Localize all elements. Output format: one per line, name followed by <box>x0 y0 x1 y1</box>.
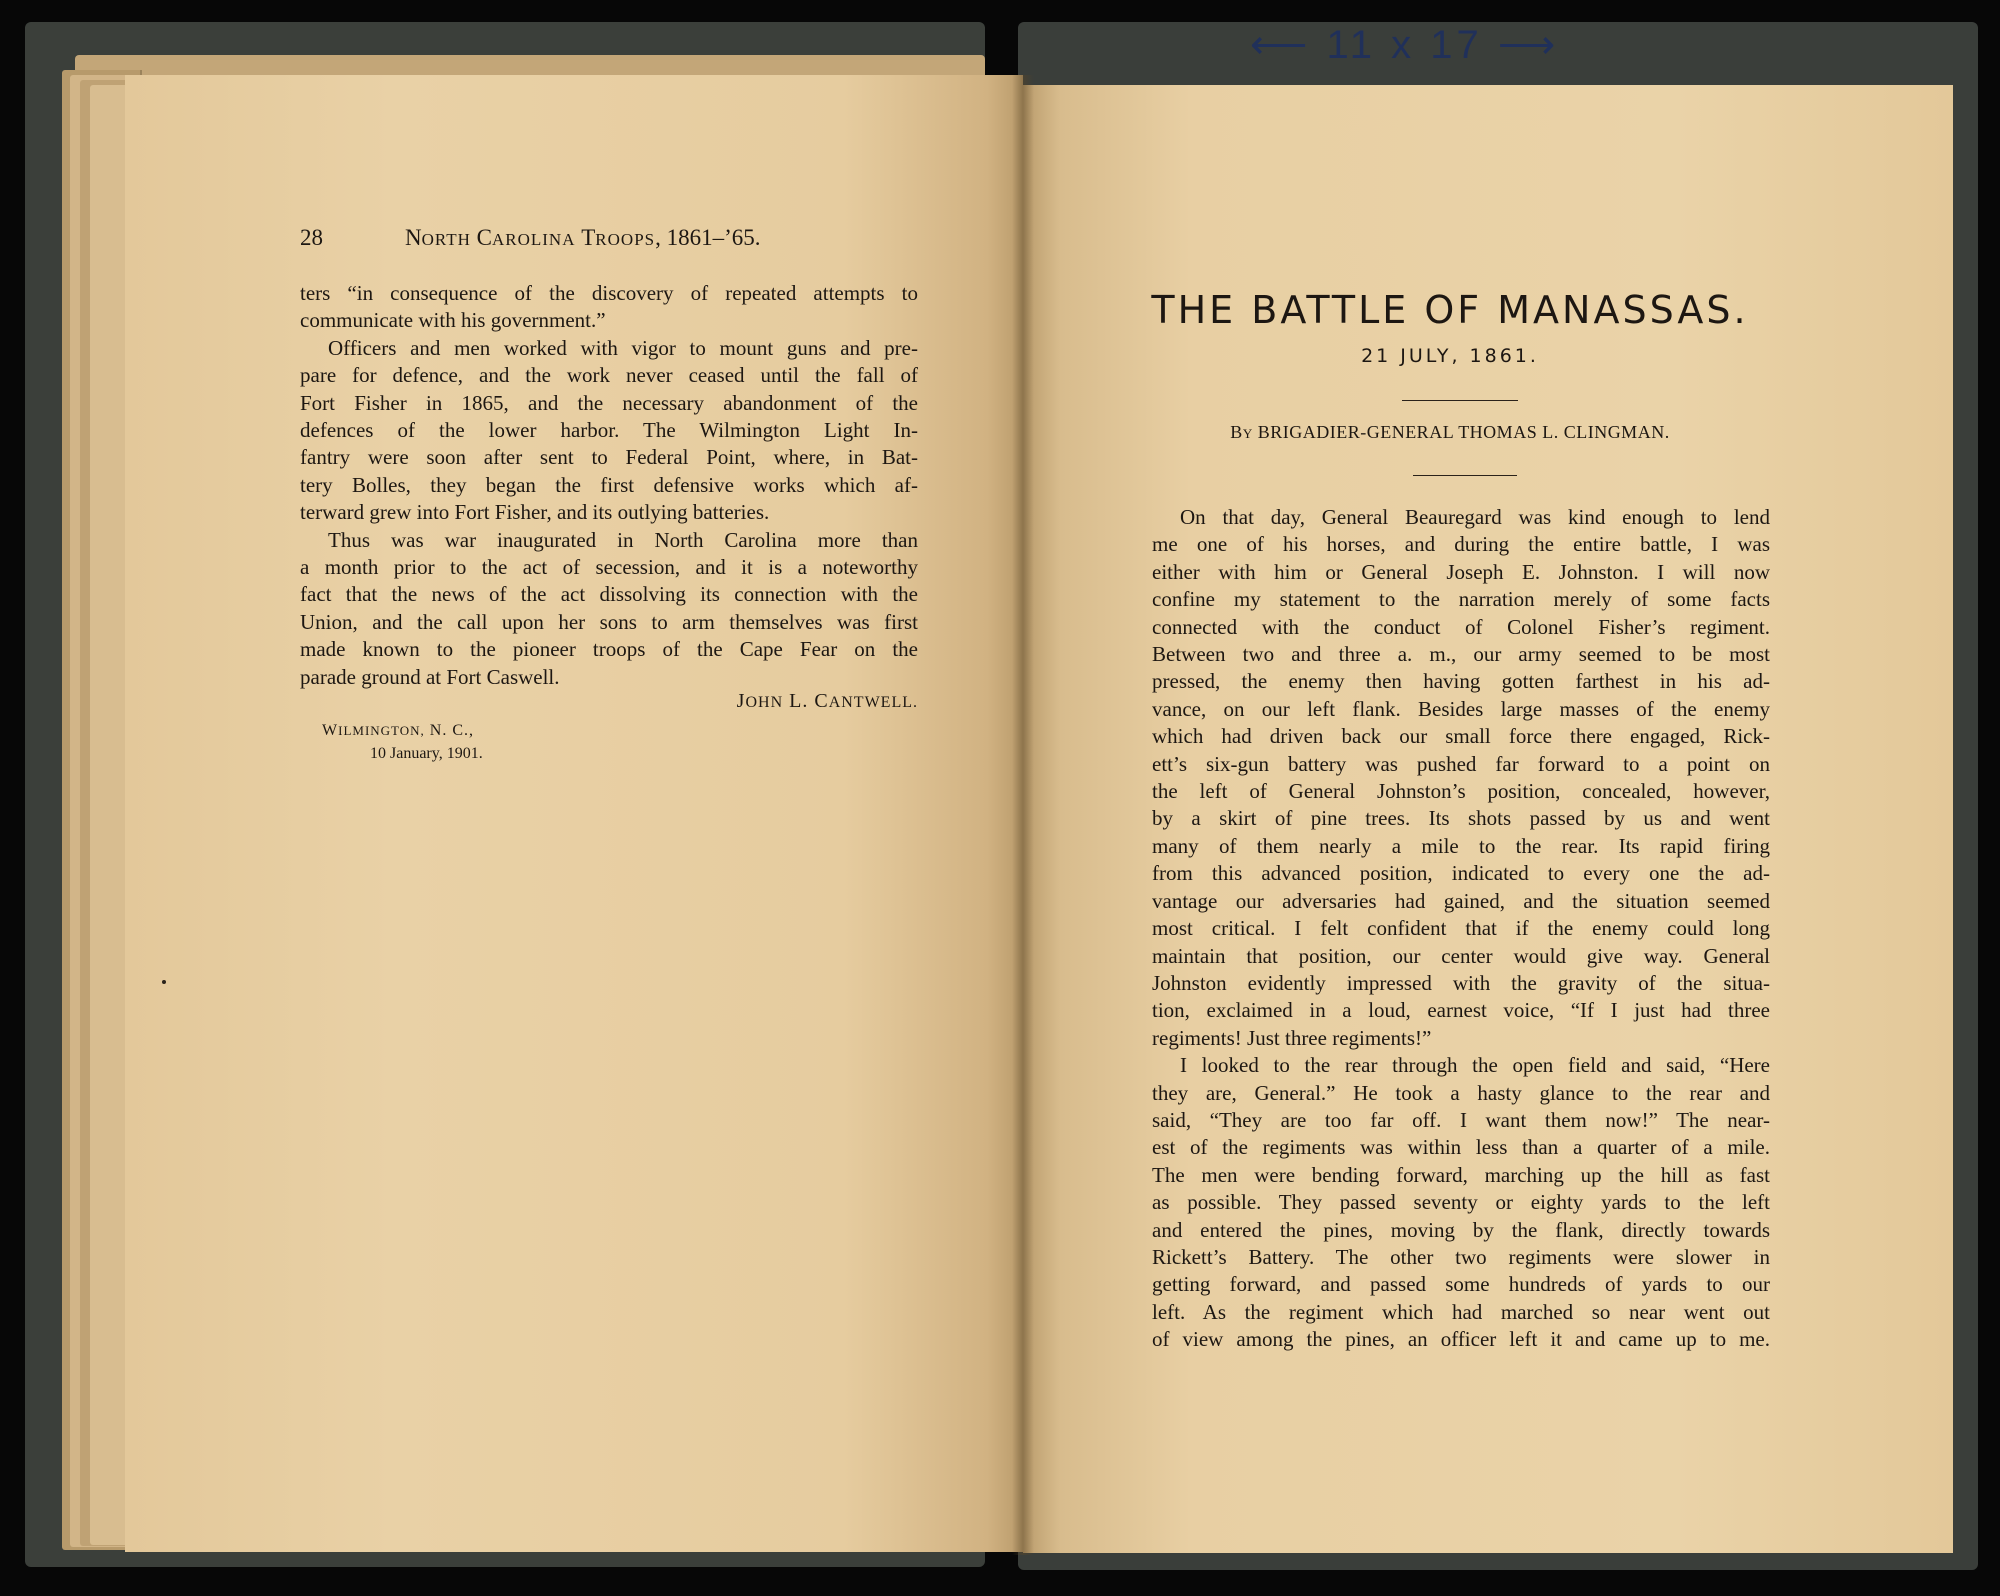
author-signature: JOHN L. CANTWELL. <box>736 690 918 712</box>
text-line: pressed, the enemy then having gotten farthest in his ad- <box>1152 669 1770 694</box>
text-line: Officers and men worked with vigor to mount guns and pre- <box>328 335 918 360</box>
text-line: as possible. They passed seventy or eighty yards to the left <box>1152 1190 1770 1215</box>
text-line: by a skirt of pine trees. Its shots passed by us and went <box>1152 806 1770 831</box>
text-line: regiments! Just three regiments!” <box>1152 1025 1432 1050</box>
text-line: tery Bolles, they began the first defensive works which af- <box>300 472 918 497</box>
text-line: said, “They are too far off. I want them now!” The near- <box>1152 1107 1770 1132</box>
text-line: vance, on our left flank. Besides large masses of the enemy <box>1152 696 1770 721</box>
book-gutter <box>1012 75 1034 1555</box>
title-rule <box>1402 400 1518 401</box>
right-body-text <box>1152 504 1770 1354</box>
text-line: made known to the pioneer troops of the Cape Fear on the <box>300 637 918 662</box>
text-line: vantage our adversaries had gained, and the situation seemed <box>1152 888 1770 913</box>
date-line: 10 January, 1901. <box>370 745 483 762</box>
text-line: maintain that position, our center would give way. General <box>1152 943 1770 968</box>
chapter-date: 21 JULY, 1861. <box>1361 345 1539 367</box>
byline-rule <box>1413 475 1517 476</box>
text-line: Fort Fisher in 1865, and the necessary abandonment of the <box>300 390 918 415</box>
text-line: a month prior to the act of secession, and it is a noteworthy <box>300 555 918 580</box>
text-line: Rickett’s Battery. The other two regiments were slower in <box>1152 1244 1770 1269</box>
text-line: Thus was war inaugurated in North Carolina more than <box>328 527 918 552</box>
text-line: from this advanced position, indicated to every one the ad- <box>1152 861 1770 886</box>
text-line: many of them nearly a mile to the rear. Its rapid firing <box>1152 833 1770 858</box>
text-line: confine my statement to the narration merely of some facts <box>1152 587 1770 612</box>
text-line: parade ground at Fort Caswell. <box>300 664 560 689</box>
text-line: me one of his horses, and during the entire battle, I was <box>1152 532 1770 557</box>
text-line: ters “in consequence of the discovery of repeated attempts to <box>300 281 918 305</box>
text-line: left. As the regiment which had marched so near went out <box>1152 1299 1770 1324</box>
text-line: the left of General Johnston’s position, concealed, however, <box>1152 779 1770 804</box>
text-line: which had driven back our small force there engaged, Rick- <box>1152 724 1770 749</box>
scale-mark: ⟵ 11 x 17 ⟶ <box>1250 23 1560 67</box>
left-body-text <box>300 280 918 691</box>
text-line: The men were bending forward, marching up the hill as fast <box>1152 1162 1770 1187</box>
text-line: Between two and three a. m., our army seemed to be most <box>1152 642 1770 667</box>
byline: BY BRIGADIER-GENERAL THOMAS L. CLINGMAN. <box>1230 422 1670 442</box>
text-line: and entered the pines, moving by the flank, directly towards <box>1152 1217 1770 1242</box>
place-line: WILMINGTON, N. C., <box>322 722 475 739</box>
text-line: fantry were soon after sent to Federal Point, where, in Bat- <box>300 445 918 470</box>
text-line: Union, and the call upon her sons to arm themselves was first <box>300 609 918 634</box>
text-line: Johnston evidently impressed with the gravity of the situa- <box>1152 970 1770 995</box>
paper-speck <box>162 980 166 984</box>
text-line: defences of the lower harbor. The Wilmington Light In- <box>300 418 918 443</box>
text-line: they are, General.” He took a hasty glance to the rear and <box>1152 1080 1770 1105</box>
text-line: ett’s six-gun battery was pushed far forward to a point on <box>1152 751 1770 776</box>
text-line: fact that the news of the act dissolving its connection with the <box>300 582 918 607</box>
text-line: est of the regiments was within less than a quarter of a mile. <box>1152 1135 1770 1160</box>
running-head: 28 NORTH CAROLINA TROOPS, 1861–’65. <box>300 225 761 250</box>
text-line: getting forward, and passed some hundreds of yards to our <box>1152 1272 1770 1297</box>
text-line: most critical. I felt confident that if the enemy could long <box>1152 916 1770 941</box>
page-number: 28 <box>300 225 323 250</box>
text-line: connected with the conduct of Colonel Fisher’s regiment. <box>1152 614 1770 639</box>
text-line: I looked to the rear through the open field and said, “Here <box>1180 1053 1770 1078</box>
text-line: either with him or General Joseph E. Johnston. I will now <box>1152 559 1770 584</box>
text-line: tion, exclaimed in a loud, earnest voice, “If I just had three <box>1152 998 1770 1023</box>
text-line: of view among the pines, an officer left it and came up to me. <box>1152 1327 1770 1352</box>
text-line: communicate with his government.” <box>300 308 606 333</box>
text-line: terward grew into Fort Fisher, and its outlying batteries. <box>300 500 770 525</box>
text-line: pare for defence, and the work never ceased until the fall of <box>300 363 918 388</box>
chapter-title: THE BATTLE OF MANASSAS. <box>1151 288 1749 332</box>
text-line: On that day, General Beauregard was kind enough to lend <box>1180 505 1770 529</box>
